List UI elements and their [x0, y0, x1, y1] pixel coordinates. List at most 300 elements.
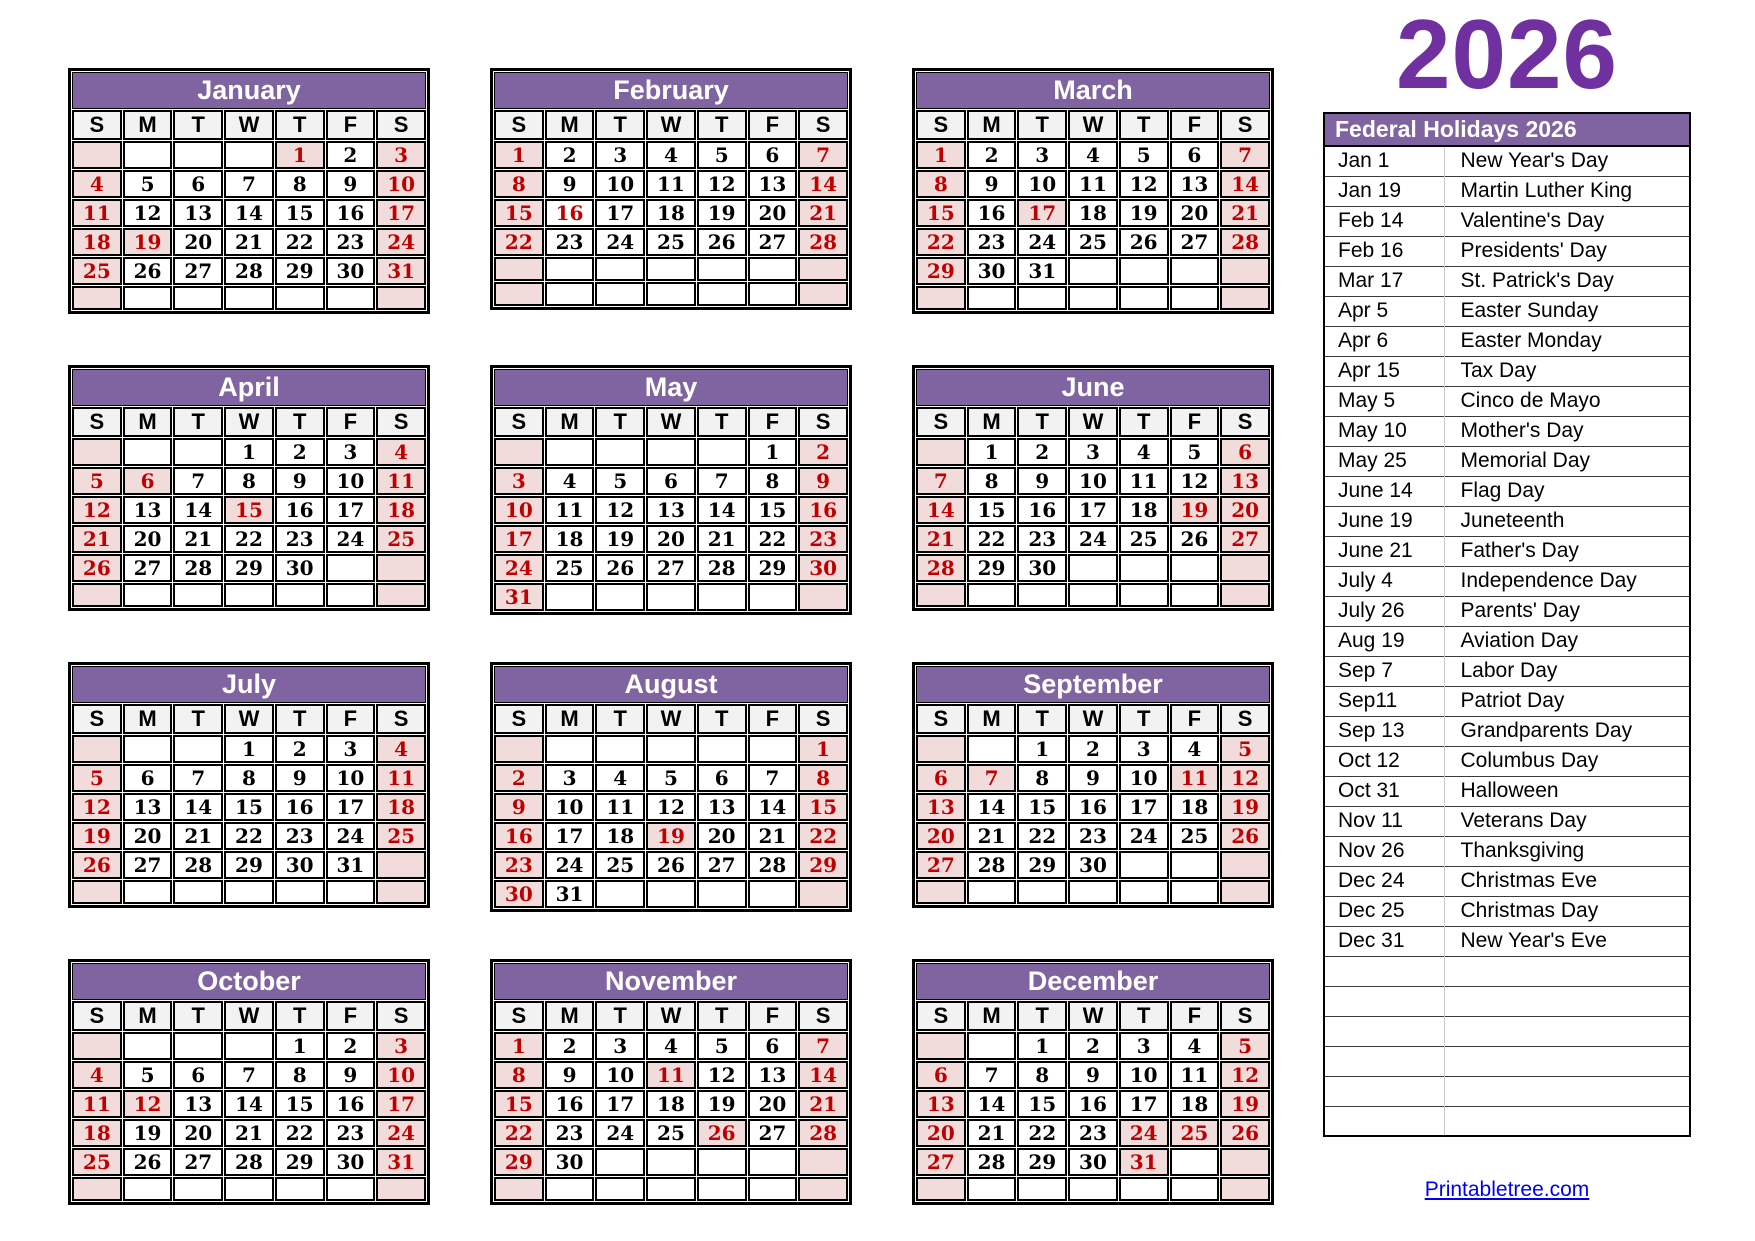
empty-cell [1220, 583, 1270, 607]
date-cell: 6 [173, 1061, 223, 1089]
empty-cell [916, 286, 966, 310]
week-row [494, 880, 848, 908]
holiday-name: Grandparents Day [1444, 716, 1690, 746]
weekday-header: T [595, 110, 645, 140]
date-cell: 28 [1220, 228, 1270, 256]
holiday-name: Easter Sunday [1444, 296, 1690, 326]
holiday-row [1324, 656, 1690, 686]
month-title: February [494, 72, 848, 109]
week-row [72, 735, 426, 763]
holiday-name: New Year's Eve [1444, 926, 1690, 956]
empty-cell [173, 1177, 223, 1201]
empty-cell [916, 583, 966, 607]
month-july [68, 662, 430, 908]
date-cell: 30 [275, 554, 325, 582]
holiday-date: Mar 17 [1324, 266, 1444, 296]
week-row [916, 880, 1270, 904]
weekday-header: T [1119, 110, 1169, 140]
weekday-header: F [748, 110, 798, 140]
date-cell: 3 [595, 1032, 645, 1060]
date-cell: 30 [1017, 554, 1067, 582]
date-cell: 5 [1220, 1032, 1270, 1060]
week-row [72, 1061, 426, 1089]
date-cell: 17 [376, 1090, 426, 1118]
holiday-name: Veterans Day [1444, 806, 1690, 836]
weekday-header: T [1017, 1001, 1067, 1031]
weekday-header: S [916, 407, 966, 437]
empty-cell [697, 438, 747, 466]
date-cell: 24 [326, 525, 376, 553]
empty-cell [494, 257, 544, 281]
date-cell: 16 [798, 496, 848, 524]
date-cell: 31 [545, 880, 595, 908]
date-cell: 27 [173, 1148, 223, 1176]
date-cell: 7 [967, 1061, 1017, 1089]
date-cell: 28 [916, 554, 966, 582]
empty-cell [494, 438, 544, 466]
date-cell: 26 [123, 1148, 173, 1176]
week-row [916, 793, 1270, 821]
date-cell: 6 [123, 467, 173, 495]
holiday-row [1324, 356, 1690, 386]
holiday-row [1324, 206, 1690, 236]
empty-cell [1220, 286, 1270, 310]
date-cell: 30 [326, 1148, 376, 1176]
date-cell: 5 [1119, 141, 1169, 169]
date-cell: 18 [376, 793, 426, 821]
date-cell: 12 [72, 496, 122, 524]
week-row [72, 1148, 426, 1176]
date-cell: 11 [595, 793, 645, 821]
week-row [72, 170, 426, 198]
date-cell: 3 [376, 141, 426, 169]
date-cell: 18 [595, 822, 645, 850]
empty-cell [1068, 286, 1118, 310]
date-cell: 1 [494, 1032, 544, 1060]
empty-cell [173, 583, 223, 607]
weekday-header: T [595, 407, 645, 437]
date-cell: 20 [173, 1119, 223, 1147]
date-cell: 3 [494, 467, 544, 495]
week-row [72, 1090, 426, 1118]
holiday-row [1324, 326, 1690, 356]
weekday-header: M [967, 407, 1017, 437]
empty-cell [545, 1177, 595, 1201]
weekday-header: T [1017, 407, 1067, 437]
holiday-empty-name [1444, 986, 1690, 1016]
date-cell: 5 [697, 141, 747, 169]
date-cell: 11 [646, 1061, 696, 1089]
date-cell: 14 [798, 1061, 848, 1089]
empty-cell [275, 286, 325, 310]
weekday-header: T [697, 1001, 747, 1031]
date-cell: 20 [123, 822, 173, 850]
date-cell: 12 [123, 199, 173, 227]
date-cell: 14 [697, 496, 747, 524]
week-row [72, 199, 426, 227]
date-cell: 20 [1220, 496, 1270, 524]
empty-cell [1220, 1177, 1270, 1201]
date-cell: 11 [72, 199, 122, 227]
date-cell: 23 [545, 1119, 595, 1147]
weekday-header: M [123, 704, 173, 734]
week-row [494, 735, 848, 763]
date-cell: 13 [697, 793, 747, 821]
date-cell: 26 [595, 554, 645, 582]
week-row [916, 438, 1270, 466]
holiday-empty-date [1324, 986, 1444, 1016]
empty-cell [748, 1148, 798, 1176]
empty-cell [1220, 257, 1270, 285]
holiday-date: Dec 25 [1324, 896, 1444, 926]
empty-cell [326, 286, 376, 310]
empty-cell [224, 880, 274, 904]
date-cell: 27 [1220, 525, 1270, 553]
date-cell: 25 [376, 822, 426, 850]
date-cell: 22 [494, 1119, 544, 1147]
holiday-date: Apr 6 [1324, 326, 1444, 356]
empty-cell [1220, 851, 1270, 879]
empty-cell [798, 880, 848, 908]
empty-cell [1017, 880, 1067, 904]
holiday-name: St. Patrick's Day [1444, 266, 1690, 296]
month-august [490, 662, 852, 912]
date-cell: 10 [1119, 1061, 1169, 1089]
week-row [494, 282, 848, 306]
federal-holidays-table [1323, 112, 1691, 1137]
date-cell: 23 [326, 228, 376, 256]
date-cell: 6 [697, 764, 747, 792]
date-cell: 22 [1017, 1119, 1067, 1147]
date-cell: 18 [1068, 199, 1118, 227]
date-cell: 15 [748, 496, 798, 524]
week-row [494, 1148, 848, 1176]
date-cell: 17 [1017, 199, 1067, 227]
week-row [494, 554, 848, 582]
empty-cell [72, 286, 122, 310]
empty-cell [173, 1032, 223, 1060]
empty-cell [224, 583, 274, 607]
weekday-header: F [748, 1001, 798, 1031]
date-cell: 29 [1017, 1148, 1067, 1176]
holiday-row [1324, 806, 1690, 836]
holiday-row [1324, 686, 1690, 716]
date-cell: 7 [748, 764, 798, 792]
date-cell: 30 [326, 257, 376, 285]
date-cell: 20 [748, 199, 798, 227]
week-row [916, 467, 1270, 495]
date-cell: 1 [916, 141, 966, 169]
date-cell: 30 [1068, 851, 1118, 879]
weekday-header: W [224, 704, 274, 734]
date-cell: 8 [494, 170, 544, 198]
date-cell: 10 [545, 793, 595, 821]
date-cell: 28 [173, 851, 223, 879]
date-cell: 22 [494, 228, 544, 256]
date-cell: 21 [798, 199, 848, 227]
week-row [72, 1119, 426, 1147]
weekday-header: T [595, 704, 645, 734]
date-cell: 16 [275, 496, 325, 524]
date-cell: 19 [1220, 1090, 1270, 1118]
date-cell: 27 [748, 228, 798, 256]
date-cell: 1 [967, 438, 1017, 466]
week-row [916, 1090, 1270, 1118]
date-cell: 8 [1017, 764, 1067, 792]
month-title: October [72, 963, 426, 1000]
week-row [494, 764, 848, 792]
month-september [912, 662, 1274, 908]
date-cell: 30 [545, 1148, 595, 1176]
date-cell: 24 [376, 1119, 426, 1147]
date-cell: 31 [1119, 1148, 1169, 1176]
date-cell: 25 [1068, 228, 1118, 256]
date-cell: 22 [275, 228, 325, 256]
weekday-header: M [123, 407, 173, 437]
holidays-body [1324, 146, 1690, 1136]
holiday-row [1324, 146, 1690, 176]
empty-cell [173, 141, 223, 169]
date-cell: 17 [326, 793, 376, 821]
month-title: August [494, 666, 848, 703]
date-cell: 16 [494, 822, 544, 850]
date-cell: 19 [697, 1090, 747, 1118]
date-cell: 13 [1220, 467, 1270, 495]
week-row [916, 496, 1270, 524]
empty-cell [798, 1177, 848, 1201]
date-cell: 24 [1017, 228, 1067, 256]
week-row [916, 1061, 1270, 1089]
holiday-date: June 14 [1324, 476, 1444, 506]
date-cell: 3 [1119, 735, 1169, 763]
date-cell: 1 [224, 735, 274, 763]
empty-cell [967, 583, 1017, 607]
week-row [916, 286, 1270, 310]
date-cell: 10 [1068, 467, 1118, 495]
date-cell: 25 [1170, 1119, 1220, 1147]
weekday-header: T [697, 110, 747, 140]
date-cell: 24 [595, 228, 645, 256]
date-cell: 22 [798, 822, 848, 850]
empty-cell [1068, 1177, 1118, 1201]
date-cell: 4 [595, 764, 645, 792]
weekday-header: F [1170, 110, 1220, 140]
date-cell: 27 [173, 257, 223, 285]
date-cell: 5 [72, 467, 122, 495]
date-cell: 23 [275, 822, 325, 850]
holiday-date: Oct 31 [1324, 776, 1444, 806]
date-cell: 9 [326, 1061, 376, 1089]
week-row [494, 583, 848, 611]
date-cell: 12 [1220, 764, 1270, 792]
date-cell: 14 [916, 496, 966, 524]
week-row [916, 525, 1270, 553]
date-cell: 27 [916, 851, 966, 879]
date-cell: 29 [748, 554, 798, 582]
date-cell: 25 [1119, 525, 1169, 553]
date-cell: 23 [1017, 525, 1067, 553]
date-cell: 26 [1119, 228, 1169, 256]
date-cell: 24 [376, 228, 426, 256]
empty-cell [1170, 880, 1220, 904]
week-row [494, 467, 848, 495]
empty-cell [697, 583, 747, 611]
date-cell: 12 [1119, 170, 1169, 198]
date-cell: 19 [595, 525, 645, 553]
holiday-name: Memorial Day [1444, 446, 1690, 476]
date-cell: 9 [494, 793, 544, 821]
holiday-name: Labor Day [1444, 656, 1690, 686]
week-row [916, 170, 1270, 198]
date-cell: 20 [916, 822, 966, 850]
holiday-date: Sep11 [1324, 686, 1444, 716]
empty-cell [697, 282, 747, 306]
week-row [72, 554, 426, 582]
date-cell: 30 [1068, 1148, 1118, 1176]
weekday-header: S [376, 1001, 426, 1031]
month-title: November [494, 963, 848, 1000]
date-cell: 24 [595, 1119, 645, 1147]
date-cell: 15 [967, 496, 1017, 524]
weekday-header: W [1068, 110, 1118, 140]
holiday-empty-name [1444, 1046, 1690, 1076]
date-cell: 23 [275, 525, 325, 553]
empty-cell [916, 880, 966, 904]
date-cell: 7 [916, 467, 966, 495]
weekday-header: S [916, 704, 966, 734]
empty-cell [72, 1177, 122, 1201]
date-cell: 6 [916, 1061, 966, 1089]
date-cell: 23 [326, 1119, 376, 1147]
date-cell: 19 [697, 199, 747, 227]
date-cell: 17 [326, 496, 376, 524]
week-row [72, 880, 426, 904]
date-cell: 9 [275, 467, 325, 495]
date-cell: 3 [326, 735, 376, 763]
empty-cell [123, 735, 173, 763]
date-cell: 9 [545, 1061, 595, 1089]
date-cell: 28 [748, 851, 798, 879]
date-cell: 24 [1119, 1119, 1169, 1147]
empty-cell [646, 438, 696, 466]
date-cell: 29 [494, 1148, 544, 1176]
holiday-name: Christmas Day [1444, 896, 1690, 926]
date-cell: 22 [224, 525, 274, 553]
date-cell: 10 [376, 170, 426, 198]
date-cell: 21 [72, 525, 122, 553]
weekday-header: S [494, 407, 544, 437]
date-cell: 21 [173, 525, 223, 553]
empty-cell [646, 735, 696, 763]
holiday-date: Jan 1 [1324, 146, 1444, 176]
date-cell: 29 [798, 851, 848, 879]
date-cell: 16 [1068, 793, 1118, 821]
date-cell: 7 [173, 467, 223, 495]
date-cell: 4 [545, 467, 595, 495]
date-cell: 2 [326, 1032, 376, 1060]
weekday-header: S [916, 110, 966, 140]
date-cell: 3 [1068, 438, 1118, 466]
date-cell: 7 [224, 1061, 274, 1089]
holiday-date: May 5 [1324, 386, 1444, 416]
date-cell: 3 [1119, 1032, 1169, 1060]
date-cell: 20 [916, 1119, 966, 1147]
week-row [494, 438, 848, 466]
empty-cell [173, 286, 223, 310]
holiday-name: Father's Day [1444, 536, 1690, 566]
date-cell: 11 [376, 764, 426, 792]
date-cell: 29 [224, 851, 274, 879]
empty-cell [748, 583, 798, 611]
date-cell: 15 [275, 199, 325, 227]
date-cell: 19 [1220, 793, 1270, 821]
weekday-header: F [326, 110, 376, 140]
date-cell: 18 [646, 1090, 696, 1118]
month-october [68, 959, 430, 1205]
empty-cell [1220, 554, 1270, 582]
date-cell: 20 [646, 525, 696, 553]
holiday-name: Halloween [1444, 776, 1690, 806]
empty-cell [967, 735, 1017, 763]
date-cell: 7 [967, 764, 1017, 792]
holiday-empty-name [1444, 1106, 1690, 1136]
date-cell: 29 [224, 554, 274, 582]
empty-cell [224, 286, 274, 310]
month-may [490, 365, 852, 615]
weekday-header: F [748, 704, 798, 734]
date-cell: 10 [595, 1061, 645, 1089]
date-cell: 6 [123, 764, 173, 792]
empty-cell [376, 286, 426, 310]
empty-cell [494, 1177, 544, 1201]
holiday-date: Aug 19 [1324, 626, 1444, 656]
holiday-row [1324, 866, 1690, 896]
empty-cell [798, 282, 848, 306]
brand-link[interactable]: Printabletree.com [1424, 1178, 1590, 1201]
empty-cell [123, 1177, 173, 1201]
empty-cell [1068, 554, 1118, 582]
date-cell: 15 [798, 793, 848, 821]
date-cell: 15 [1017, 793, 1067, 821]
date-cell: 31 [494, 583, 544, 611]
weekday-header: T [1119, 407, 1169, 437]
week-row [494, 525, 848, 553]
weekday-header: M [545, 407, 595, 437]
date-cell: 10 [326, 764, 376, 792]
empty-cell [916, 735, 966, 763]
date-cell: 23 [1068, 822, 1118, 850]
empty-cell [72, 1032, 122, 1060]
date-cell: 2 [545, 1032, 595, 1060]
weekday-header: T [275, 407, 325, 437]
date-cell: 12 [646, 793, 696, 821]
weekday-header: S [798, 704, 848, 734]
empty-cell [545, 438, 595, 466]
date-cell: 27 [1170, 228, 1220, 256]
date-cell: 7 [224, 170, 274, 198]
date-cell: 8 [798, 764, 848, 792]
date-cell: 9 [1068, 764, 1118, 792]
empty-cell [748, 735, 798, 763]
date-cell: 2 [1068, 1032, 1118, 1060]
date-cell: 20 [697, 822, 747, 850]
weekday-header: T [173, 704, 223, 734]
date-cell: 18 [1170, 793, 1220, 821]
date-cell: 9 [326, 170, 376, 198]
date-cell: 7 [798, 1032, 848, 1060]
holiday-date: Dec 31 [1324, 926, 1444, 956]
holiday-name: Christmas Eve [1444, 866, 1690, 896]
